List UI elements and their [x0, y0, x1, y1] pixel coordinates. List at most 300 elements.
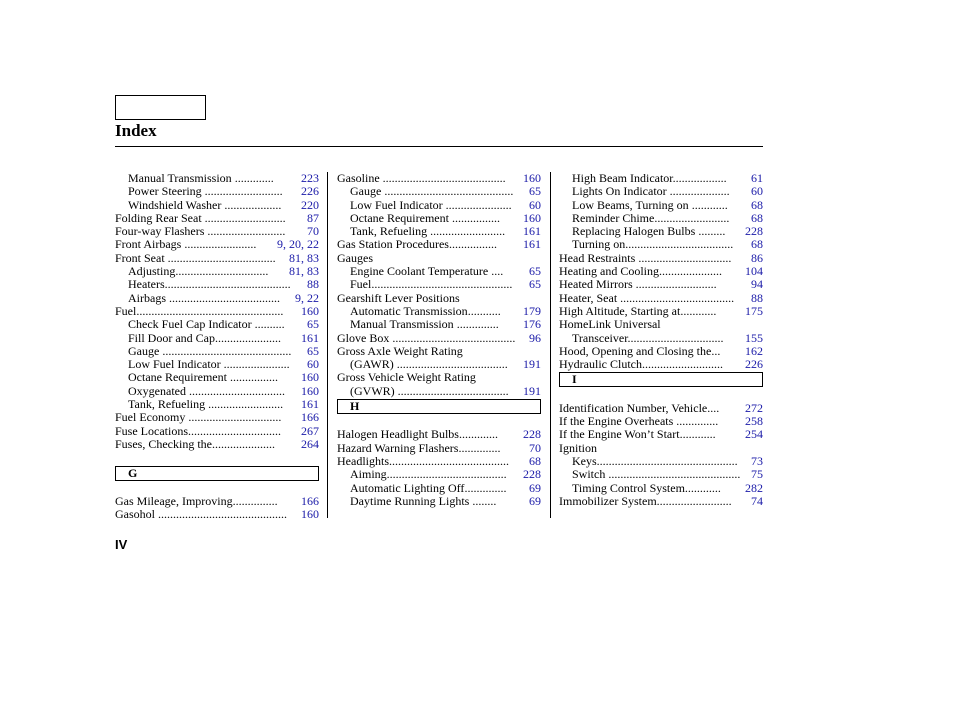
- entry-page-link[interactable]: 75: [751, 467, 763, 482]
- index-subentry: [115, 292, 319, 305]
- index-entry: [559, 278, 763, 291]
- index-entry: [115, 438, 319, 451]
- entry-text: Automatic Lighting Off: [350, 480, 465, 495]
- entry-page-link[interactable]: 68: [529, 453, 541, 468]
- index-entry: [337, 442, 541, 455]
- entry-label: [115, 425, 281, 438]
- entry-text: Switch: [572, 467, 606, 482]
- index-subentry: [559, 238, 763, 251]
- entry-label: [115, 495, 278, 508]
- entry-leader-dots: .....................................: [394, 383, 509, 398]
- entry-leader-dots: ...............................: [175, 264, 269, 279]
- entry-text: Manual Transmission: [128, 171, 232, 185]
- index-entry: [115, 225, 319, 238]
- entry-label: [350, 185, 513, 198]
- spacer: [337, 415, 541, 428]
- entry-label: [350, 225, 505, 238]
- index-subentry: [337, 482, 541, 495]
- entry-leader-dots: ......................................: [617, 290, 735, 305]
- entry-leader-dots: ......................: [220, 357, 290, 372]
- entry-page-link[interactable]: 81, 83: [289, 264, 319, 279]
- entry-page-link[interactable]: 94: [751, 277, 763, 292]
- entry-text: Gross Vehicle Weight Rating: [337, 370, 476, 385]
- entry-text: Lights On Indicator: [572, 184, 667, 199]
- entry-page-link[interactable]: 68: [751, 197, 763, 212]
- entry-text: Halogen Headlight Bulbs: [337, 427, 459, 442]
- entry-text: Reminder Chime: [572, 210, 655, 225]
- entry-leader-dots: ..........................................: [164, 277, 291, 292]
- entry-label: [115, 252, 276, 265]
- entry-leader-dots: ........................................: [386, 467, 507, 482]
- entry-page-link[interactable]: 258: [745, 414, 763, 429]
- entry-page-link[interactable]: 228: [523, 467, 541, 482]
- entry-page-link[interactable]: 155: [745, 330, 763, 345]
- entry-label: [572, 455, 738, 468]
- entry-text: High Altitude, Starting at: [559, 303, 681, 318]
- entry-label: [337, 292, 460, 305]
- entry-text: Keys: [572, 453, 597, 468]
- index-entry: [559, 345, 763, 358]
- index-subentry: [559, 212, 763, 225]
- entry-page-link[interactable]: 65: [307, 343, 319, 358]
- entry-page-link[interactable]: 9, 22: [295, 290, 319, 305]
- entry-label: [559, 292, 734, 305]
- entry-leader-dots: ...............................: [188, 423, 281, 438]
- entry-page-link[interactable]: 65: [529, 184, 541, 199]
- entry-leader-dots: .................................................: [136, 303, 284, 318]
- entry-leader-dots: ........................: [181, 237, 257, 252]
- entry-label: [559, 415, 718, 428]
- entry-leader-dots: ................: [448, 237, 497, 252]
- entry-label: [337, 428, 498, 441]
- entry-label: [350, 385, 509, 398]
- entry-leader-dots: ....................................: [625, 237, 734, 252]
- entry-page-link[interactable]: 191: [523, 383, 541, 398]
- entry-label: [350, 318, 499, 331]
- index-entry: [337, 172, 541, 185]
- entry-text: Windshield Washer: [128, 197, 222, 212]
- entry-label: [128, 385, 285, 398]
- entry-page-link[interactable]: 65: [529, 277, 541, 292]
- index-subentry: [559, 199, 763, 212]
- entry-page-link[interactable]: 65: [307, 317, 319, 332]
- entry-text: Automatic Transmission: [350, 303, 468, 318]
- column-divider: [550, 172, 551, 518]
- entry-page-link[interactable]: 81, 83: [289, 250, 319, 265]
- entry-page-link[interactable]: 160: [523, 171, 541, 185]
- entry-label: [572, 185, 730, 198]
- entry-page-link[interactable]: 160: [301, 383, 319, 398]
- entry-page-link[interactable]: 69: [529, 480, 541, 495]
- index-entry: [559, 442, 763, 455]
- entry-text: Aiming: [350, 467, 387, 482]
- entry-label: [350, 468, 507, 481]
- entry-leader-dots: ...........: [467, 303, 501, 318]
- entry-label: [128, 332, 281, 345]
- entry-leader-dots: ............: [680, 303, 717, 318]
- entry-text: Turning on: [572, 237, 626, 252]
- entry-leader-dots: .............: [231, 171, 274, 185]
- entry-leader-dots: .....................................: [393, 357, 508, 372]
- index-subentry: [559, 225, 763, 238]
- entry-page-link[interactable]: 161: [523, 224, 541, 239]
- index-entry: [337, 371, 541, 384]
- entry-page-link[interactable]: 160: [301, 370, 319, 385]
- entry-leader-dots: ...........................................: [159, 343, 292, 358]
- entry-label: [128, 172, 274, 185]
- index-entry: [115, 508, 319, 521]
- entry-leader-dots: .........................................: [379, 171, 506, 185]
- entry-page-link[interactable]: 73: [751, 453, 763, 468]
- entry-label: [572, 468, 740, 481]
- index-subentry: [115, 199, 319, 212]
- entry-text: Fill Door and Cap: [128, 330, 215, 345]
- entry-leader-dots: .............: [458, 427, 498, 442]
- entry-text: Gauges: [337, 250, 373, 265]
- entry-text: Octane Requirement: [350, 210, 449, 225]
- entry-page-link[interactable]: 191: [523, 357, 541, 372]
- entry-page-link[interactable]: 228: [745, 224, 763, 239]
- section-letter-label: H: [350, 399, 360, 414]
- entry-leader-dots: .........................................: [389, 330, 516, 345]
- entry-leader-dots: ...............: [232, 493, 278, 508]
- entry-page-link[interactable]: 88: [307, 277, 319, 292]
- entry-leader-dots: ................................: [185, 383, 285, 398]
- entry-label: [572, 332, 724, 345]
- entry-page-link[interactable]: 88: [751, 290, 763, 305]
- index-subentry: [115, 265, 319, 278]
- entry-text: Low Fuel Indicator: [128, 357, 221, 372]
- entry-text: Low Fuel Indicator: [350, 197, 443, 212]
- index-subentry: [337, 199, 541, 212]
- entry-leader-dots: .........................: [656, 493, 732, 508]
- entry-page-link[interactable]: 60: [751, 184, 763, 199]
- section-letter-label: G: [128, 465, 138, 480]
- entry-leader-dots: ...........................................: [381, 184, 514, 199]
- entry-page-link[interactable]: 161: [301, 397, 319, 412]
- entry-text: Gauge: [128, 343, 160, 358]
- entry-page-link[interactable]: 176: [523, 317, 541, 332]
- index-subentry: [115, 185, 319, 198]
- entry-label: [337, 371, 476, 384]
- index-subentry: [115, 172, 319, 185]
- entry-leader-dots: ............: [684, 480, 721, 495]
- entry-text: Replacing Halogen Bulbs: [572, 224, 696, 239]
- entry-label: [128, 292, 280, 305]
- entry-leader-dots: ...............................................: [371, 277, 513, 292]
- index-entry: [115, 425, 319, 438]
- entry-page-link[interactable]: 264: [301, 436, 319, 451]
- entry-text: Ignition: [559, 440, 597, 455]
- entry-leader-dots: ..........: [251, 317, 285, 332]
- entry-leader-dots: ..................: [672, 171, 727, 185]
- index-subentry: [337, 385, 541, 398]
- section-letter-h: [337, 399, 541, 414]
- entry-text: Airbags: [128, 290, 166, 305]
- entry-text: Power Steering: [128, 184, 202, 199]
- entry-text: Fuses, Checking the: [115, 436, 212, 451]
- entry-page-link[interactable]: 60: [307, 357, 319, 372]
- section-tab-box: [115, 95, 206, 120]
- entry-leader-dots: .........................: [654, 210, 730, 225]
- index-subentry: [115, 385, 319, 398]
- entry-leader-dots: ....: [488, 264, 504, 279]
- spacer: [559, 388, 763, 401]
- entry-text: Folding Rear Seat: [115, 210, 202, 225]
- entry-page-link[interactable]: 267: [301, 423, 319, 438]
- index-entry: [337, 252, 541, 265]
- entry-page-link[interactable]: 74: [751, 493, 763, 508]
- entry-label: [128, 185, 283, 198]
- entry-label: [559, 428, 716, 441]
- entry-page-link[interactable]: 60: [529, 197, 541, 212]
- entry-text: Fuse Locations: [115, 423, 188, 438]
- entry-text: Oxygenated: [128, 383, 186, 398]
- entry-text: (GVWR): [350, 383, 395, 398]
- index-entry: [559, 305, 763, 318]
- entry-label: [559, 278, 717, 291]
- entry-label: [337, 252, 373, 265]
- entry-text: Adjusting: [128, 264, 176, 279]
- index-subentry: [115, 371, 319, 384]
- entry-leader-dots: .........: [695, 224, 726, 239]
- entry-label: [337, 442, 500, 455]
- column-divider: [327, 172, 328, 518]
- entry-page-link[interactable]: 68: [751, 210, 763, 225]
- entry-page-link[interactable]: 166: [301, 410, 319, 425]
- entry-text: Immobilizer System: [559, 493, 657, 508]
- entry-text: Fuel: [350, 277, 372, 292]
- entry-page-link[interactable]: 87: [307, 210, 319, 225]
- entry-page-link[interactable]: 96: [529, 330, 541, 345]
- entry-label: [128, 398, 283, 411]
- index-subentry: [337, 265, 541, 278]
- index-entry: [337, 292, 541, 305]
- index-subentry: [115, 278, 319, 291]
- entry-label: [350, 278, 512, 291]
- entry-page-link[interactable]: 69: [529, 493, 541, 508]
- page-number: IV: [115, 537, 128, 552]
- index-subentry: [115, 318, 319, 331]
- entry-label: [115, 305, 283, 318]
- index-entry: [559, 318, 763, 331]
- entry-page-link[interactable]: 166: [301, 493, 319, 508]
- entry-leader-dots: ....................................: [164, 250, 276, 265]
- entry-label: [350, 482, 506, 495]
- index-entry: [115, 238, 319, 251]
- entry-page-link[interactable]: 160: [301, 507, 319, 522]
- index-entry: [115, 252, 319, 265]
- index-subentry: [559, 455, 763, 468]
- entry-page-link[interactable]: 282: [745, 480, 763, 495]
- entry-label: [337, 455, 509, 468]
- entry-page-link[interactable]: 70: [307, 224, 319, 239]
- entry-text: If the Engine Won’t Start: [559, 427, 680, 442]
- entry-label: [559, 495, 732, 508]
- entry-leader-dots: ..............: [673, 414, 719, 429]
- entry-page-link[interactable]: 272: [745, 400, 763, 415]
- entry-leader-dots: ............................................: [605, 467, 741, 482]
- entry-leader-dots: .........................: [427, 224, 506, 239]
- index-column-3: [559, 172, 763, 508]
- entry-page-link[interactable]: 223: [301, 171, 319, 185]
- entry-label: [337, 238, 497, 251]
- entry-text: Gas Station Procedures: [337, 237, 449, 252]
- index-entry: [337, 238, 541, 251]
- entry-page-link[interactable]: 226: [745, 357, 763, 372]
- entry-text: Gasohol: [115, 507, 155, 522]
- entry-label: [128, 318, 285, 331]
- entry-text: Hood, Opening and Closing the: [559, 343, 712, 358]
- index-subentry: [337, 358, 541, 371]
- entry-text: Fuel Economy: [115, 410, 186, 425]
- index-subentry: [559, 332, 763, 345]
- entry-leader-dots: ............: [688, 197, 728, 212]
- entry-text: Four-way Flashers: [115, 224, 205, 239]
- entry-page-link[interactable]: 179: [523, 303, 541, 318]
- entry-label: [350, 495, 496, 508]
- entry-leader-dots: ...: [711, 343, 721, 358]
- entry-page-link[interactable]: 161: [301, 330, 319, 345]
- entry-text: Glove Box: [337, 330, 390, 345]
- entry-text: Fuel: [115, 303, 137, 318]
- entry-leader-dots: .....................: [212, 436, 275, 451]
- entry-label: [128, 345, 291, 358]
- index-subentry: [559, 172, 763, 185]
- entry-text: Gasoline: [337, 171, 380, 185]
- entry-label: [337, 332, 515, 345]
- entry-page-link[interactable]: 61: [751, 171, 763, 185]
- index-subentry: [337, 468, 541, 481]
- entry-page-link[interactable]: 68: [751, 237, 763, 252]
- index-subentry: [559, 468, 763, 481]
- index-subentry: [337, 318, 541, 331]
- entry-leader-dots: ..............: [464, 480, 507, 495]
- entry-text: Heater, Seat: [559, 290, 618, 305]
- entry-text: Identification Number, Vehicle: [559, 400, 708, 415]
- index-subentry: [337, 225, 541, 238]
- entry-label: [559, 402, 719, 415]
- entry-text: If the Engine Overheats: [559, 414, 674, 429]
- index-subentry: [337, 212, 541, 225]
- entry-label: [572, 482, 721, 495]
- entry-label: [350, 305, 501, 318]
- entry-label: [572, 225, 725, 238]
- entry-leader-dots: .....................: [658, 264, 722, 279]
- spacer: [115, 451, 319, 464]
- entry-leader-dots: ...........................: [201, 210, 286, 225]
- entry-page-link[interactable]: 220: [301, 197, 319, 212]
- entry-text: Gauge: [350, 184, 382, 199]
- entry-text: Hydraulic Clutch: [559, 357, 642, 372]
- entry-label: [350, 199, 512, 212]
- entry-page-link[interactable]: 160: [301, 303, 319, 318]
- index-entry: [115, 305, 319, 318]
- entry-label: [128, 199, 281, 212]
- entry-leader-dots: .........................: [205, 397, 284, 412]
- entry-label: [115, 438, 275, 451]
- entry-leader-dots: .....................................: [166, 290, 280, 305]
- index-entry: [559, 495, 763, 508]
- entry-label: [128, 278, 291, 291]
- entry-text: Gas Mileage, Improving: [115, 493, 233, 508]
- entry-leader-dots: ................: [448, 210, 500, 225]
- entry-page-link[interactable]: 254: [745, 427, 763, 442]
- entry-label: [350, 212, 500, 225]
- entry-text: Front Airbags: [115, 237, 182, 252]
- entry-label: [572, 212, 729, 225]
- index-subentry: [115, 398, 319, 411]
- entry-text: High Beam Indicator: [572, 171, 673, 185]
- entry-label: [337, 345, 463, 358]
- entry-page-link[interactable]: 70: [529, 440, 541, 455]
- entry-leader-dots: ........: [469, 493, 497, 508]
- entry-text: Heating and Cooling: [559, 264, 659, 279]
- entry-page-link[interactable]: 9, 20, 22: [277, 237, 319, 252]
- entry-text: Tank, Refueling: [350, 224, 428, 239]
- index-subentry: [115, 345, 319, 358]
- index-entry: [115, 495, 319, 508]
- entry-leader-dots: ...............................: [185, 410, 282, 425]
- entry-label: [572, 199, 728, 212]
- entry-leader-dots: ....: [707, 400, 720, 415]
- entry-text: Heated Mirrors: [559, 277, 633, 292]
- entry-leader-dots: ......................: [442, 197, 512, 212]
- entry-text: Engine Coolant Temperature: [350, 264, 489, 279]
- entry-leader-dots: ....................: [666, 184, 730, 199]
- index-subentry: [337, 278, 541, 291]
- index-subentry: [115, 332, 319, 345]
- entry-leader-dots: ...............................: [635, 250, 732, 265]
- entry-page-link[interactable]: 160: [523, 210, 541, 225]
- entry-leader-dots: ...............................................: [596, 453, 738, 468]
- page-title: Index: [115, 121, 157, 140]
- index-entry: [559, 402, 763, 415]
- entry-label: [128, 265, 268, 278]
- entry-leader-dots: ...........................: [641, 357, 723, 372]
- entry-page-link[interactable]: 175: [745, 303, 763, 318]
- entry-text: Heaters: [128, 277, 165, 292]
- entry-text: Low Beams, Turning on: [572, 197, 689, 212]
- entry-page-link[interactable]: 228: [523, 427, 541, 442]
- index-subentry: [337, 185, 541, 198]
- entry-page-link[interactable]: 104: [745, 264, 763, 279]
- entry-label: [115, 212, 286, 225]
- entry-leader-dots: ..............: [453, 317, 499, 332]
- entry-page-link[interactable]: 161: [523, 237, 541, 252]
- entry-page-link[interactable]: 86: [751, 250, 763, 265]
- entry-leader-dots: ...................: [221, 197, 282, 212]
- entry-page-link[interactable]: 162: [745, 343, 763, 358]
- entry-text: Check Fuel Cap Indicator: [128, 317, 252, 332]
- entry-label: [572, 172, 727, 185]
- entry-label: [115, 225, 285, 238]
- index-entry: [559, 415, 763, 428]
- index-subentry: [559, 482, 763, 495]
- entry-label: [350, 265, 503, 278]
- index-entry: [337, 428, 541, 441]
- entry-page-link[interactable]: 226: [301, 184, 319, 199]
- entry-text: Timing Control System: [572, 480, 685, 495]
- entry-label: [115, 508, 287, 521]
- entry-page-link[interactable]: 65: [529, 264, 541, 279]
- section-letter-i: [559, 372, 763, 387]
- entry-label: [115, 411, 281, 424]
- entry-label: [128, 358, 290, 371]
- entry-text: Hazard Warning Flashers: [337, 440, 459, 455]
- index-column-2: [337, 172, 541, 508]
- entry-text: Transceiver: [572, 330, 628, 345]
